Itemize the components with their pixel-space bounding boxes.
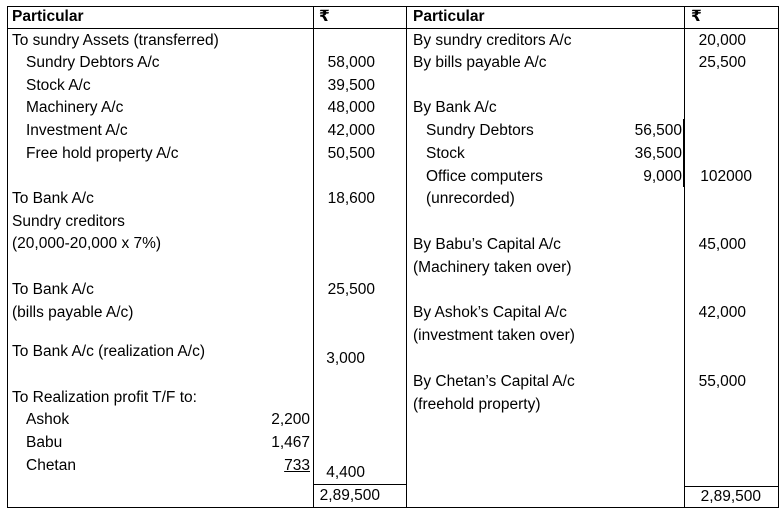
- header-left-amount: ₹: [319, 8, 330, 25]
- bank-item-label: Stock: [426, 145, 465, 162]
- realization-profit-label: To Realization profit T/F to:: [12, 389, 197, 406]
- asset-label: Free hold property A/c: [26, 145, 179, 162]
- header-divider: [7, 28, 779, 29]
- header-right-amount: ₹: [691, 8, 702, 25]
- partner-name: Babu: [26, 434, 63, 451]
- bank-item-label: Office computers: [426, 168, 543, 185]
- bank-item-amount: 56,500: [634, 122, 682, 139]
- credit-bank-total: 102000: [700, 168, 752, 185]
- asset-amount: 50,500: [327, 145, 375, 162]
- credit-creditors-label: By sundry creditors A/c: [413, 32, 572, 49]
- chetan-capital-amount: 55,000: [698, 373, 746, 390]
- asset-label: Investment A/c: [26, 122, 128, 139]
- asset-amount: 39,500: [327, 77, 375, 94]
- asset-amount: 58,000: [327, 54, 375, 71]
- center-divider: [406, 6, 407, 508]
- table-border-left: [7, 6, 8, 508]
- babu-capital-amount: 45,000: [698, 236, 746, 253]
- right-amount-divider: [684, 6, 685, 508]
- partner-share: 733: [284, 457, 310, 474]
- table-border-right: [778, 6, 779, 508]
- table-border-top: [7, 6, 779, 7]
- bank-creditors-line3: (20,000-20,000 x 7%): [12, 235, 162, 252]
- asset-label: Stock A/c: [26, 77, 91, 94]
- bank-realization-label: To Bank A/c (realization A/c): [12, 343, 205, 360]
- left-total-line: [313, 484, 406, 485]
- partner-name: Ashok: [26, 411, 70, 428]
- bank-bills-line1: To Bank A/c: [12, 281, 94, 298]
- babu-capital-line2: (Machinery taken over): [413, 259, 572, 276]
- debit-grand-total: 2,89,500: [319, 487, 380, 504]
- header-left-particular: Particular: [12, 8, 84, 25]
- credit-bank-label: By Bank A/c: [413, 99, 497, 116]
- bank-item-label: Sundry Debtors: [426, 122, 534, 139]
- bank-bills-amount: 25,500: [327, 281, 375, 298]
- bank-creditors-line2: Sundry creditors: [12, 213, 125, 230]
- bank-unrecorded-note: (unrecorded): [426, 190, 515, 207]
- bank-subcolumn-divider: [683, 119, 684, 187]
- partner-share: 1,467: [271, 434, 310, 451]
- asset-label: Machinery A/c: [26, 99, 124, 116]
- asset-amount: 48,000: [327, 99, 375, 116]
- credit-bills-label: By bills payable A/c: [413, 54, 547, 71]
- bank-realization-amount: 3,000: [326, 350, 365, 367]
- sundry-assets-label: To sundry Assets (transferred): [12, 32, 219, 49]
- chetan-capital-line1: By Chetan’s Capital A/c: [413, 373, 575, 390]
- partner-name: Chetan: [26, 457, 76, 474]
- credit-bills-amount: 25,500: [698, 54, 746, 71]
- ashok-capital-line1: By Ashok’s Capital A/c: [413, 304, 567, 321]
- asset-label: Sundry Debtors A/c: [26, 54, 160, 71]
- asset-amount: 42,000: [327, 122, 375, 139]
- chetan-capital-line2: (freehold property): [413, 396, 541, 413]
- ashok-capital-amount: 42,000: [698, 304, 746, 321]
- partner-share: 2,200: [271, 411, 310, 428]
- bank-item-amount: 36,500: [634, 145, 682, 162]
- babu-capital-line1: By Babu’s Capital A/c: [413, 236, 561, 253]
- ashok-capital-line2: (investment taken over): [413, 327, 575, 344]
- realization-profit-total: 4,400: [326, 464, 365, 481]
- bank-creditors-amount: 18,600: [327, 190, 375, 207]
- bank-item-amount: 9,000: [643, 168, 682, 185]
- table-border-bottom: [7, 507, 779, 508]
- credit-grand-total: 2,89,500: [700, 488, 761, 505]
- header-right-particular: Particular: [413, 8, 485, 25]
- bank-bills-line2: (bills payable A/c): [12, 304, 134, 321]
- bank-creditors-line1: To Bank A/c: [12, 190, 94, 207]
- credit-creditors-amount: 20,000: [698, 32, 746, 49]
